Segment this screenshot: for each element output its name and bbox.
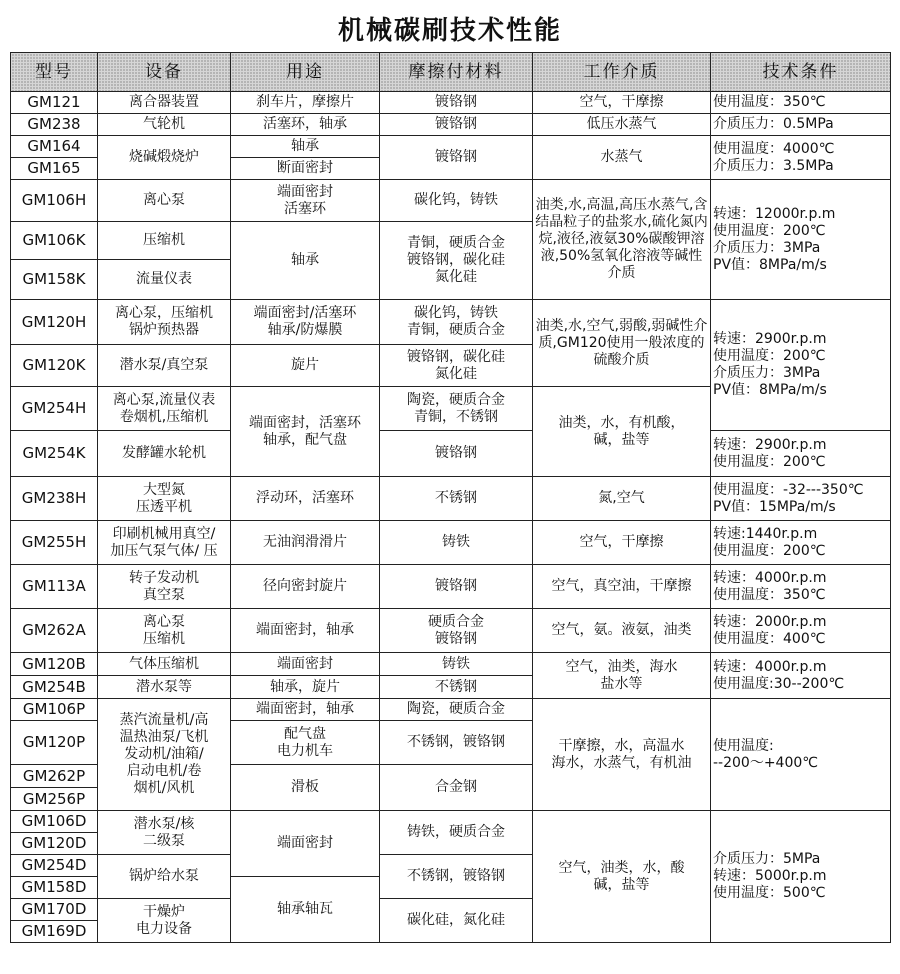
table-cell: 陶瓷，硬质合金 青铜，不锈钢 — [380, 387, 533, 431]
model-cell: GM113A — [11, 565, 98, 609]
table-cell: 轴承，旋片 — [231, 676, 380, 699]
model-cell: GM238 — [11, 114, 98, 136]
table-cell: 转速：12000r.p.m 使用温度：200℃ 介质压力：3MPa PV值：8MPa/m/s — [711, 180, 891, 300]
table-cell: 不锈钢，镀铬钢 — [380, 721, 533, 765]
table-cell: 蒸汽流量机/高 温热油泵/飞机 发动机/油箱/ 启动电机/卷 烟机/风机 — [98, 699, 231, 811]
table-cell: 硬质合金 镀铬钢 — [380, 609, 533, 653]
table-cell: 端面密封，活塞环 轴承，配气盘 — [231, 387, 380, 477]
table-cell: 使用温度：-32---350℃ PV值：15MPa/m/s — [711, 477, 891, 521]
column-header-usage: 用途 — [231, 53, 380, 92]
table-cell: 离心泵,流量仪表 卷烟机,压缩机 — [98, 387, 231, 431]
table-cell: 不锈钢 — [380, 477, 533, 521]
table-cell: 离心泵 压缩机 — [98, 609, 231, 653]
table-row — [11, 431, 891, 477]
table-row — [11, 180, 891, 222]
header-row — [11, 53, 891, 92]
table-cell: 转速：4000r.p.m 使用温度：350℃ — [711, 565, 891, 609]
table-cell: 转速：2900r.p.m 使用温度：200℃ 介质压力：3MPa PV值：8MPa/m/s — [711, 300, 891, 431]
table-cell: 轴承轴瓦 — [231, 877, 380, 943]
table-cell: 镀铬钢，碳化硅 氮化硅 — [380, 345, 533, 387]
table-cell: 铸铁 — [380, 521, 533, 565]
column-header-equipment: 设备 — [98, 53, 231, 92]
table-cell: 使用温度: --200～+400℃ — [711, 699, 891, 811]
table-cell: 油类,水,高温,高压水蒸气,含结晶粒子的盐浆水,硫化氮内烷,液径,液氨30%碳酸钾溶液,50%氢氧化溶液等碱性介质 — [533, 180, 711, 300]
table-cell: 端面密封 活塞环 — [231, 180, 380, 222]
table-row — [11, 136, 891, 158]
model-cell: GM262A — [11, 609, 98, 653]
table-cell: 空气，油类，水，酸 碱，盐等 — [533, 811, 711, 943]
table-cell: 端面密封 — [231, 811, 380, 877]
model-cell: GM120B — [11, 653, 98, 676]
model-cell: GM106K — [11, 222, 98, 260]
model-cell: GM158D — [11, 877, 98, 899]
table-cell: 镀铬钢 — [380, 136, 533, 180]
table-row — [11, 300, 891, 345]
table-cell: 镀铬钢 — [380, 565, 533, 609]
model-cell: GM238H — [11, 477, 98, 521]
table-cell: 无油润滑滑片 — [231, 521, 380, 565]
table-cell: 介质压力：0.5MPa — [711, 114, 891, 136]
table-cell: 转速:1440r.p.m 使用温度：200℃ — [711, 521, 891, 565]
table-row — [11, 653, 891, 676]
table-cell: 锅炉给水泵 — [98, 855, 231, 899]
model-cell: GM254D — [11, 855, 98, 877]
table-cell: 干燥炉 电力设备 — [98, 899, 231, 943]
table-cell: 轴承 — [231, 136, 380, 158]
table-cell: 端面密封，轴承 — [231, 699, 380, 721]
table-cell: 印刷机械用真空/ 加压气泵气体/ 压 — [98, 521, 231, 565]
table-cell: 端面密封 — [231, 653, 380, 676]
table-cell: 压缩机 — [98, 222, 231, 260]
model-cell: GM165 — [11, 158, 98, 180]
table-cell: 空气，干摩擦 — [533, 92, 711, 114]
table-cell: 青铜，硬质合金 镀铬钢，碳化硅 氮化硅 — [380, 222, 533, 300]
table-cell: 镀铬钢 — [380, 431, 533, 477]
model-cell: GM254K — [11, 431, 98, 477]
table-cell: 干摩擦，水，高温水 海水，水蒸气，有机油 — [533, 699, 711, 811]
table-cell: 油类，水，有机酸， 碱，盐等 — [533, 387, 711, 477]
table-cell: 离心泵，压缩机 锅炉预热器 — [98, 300, 231, 345]
model-cell: GM164 — [11, 136, 98, 158]
table-cell: 低压水蒸气 — [533, 114, 711, 136]
column-header-working-medium: 工作介质 — [533, 53, 711, 92]
table-cell: 发酵罐水轮机 — [98, 431, 231, 477]
table-cell: 气体压缩机 — [98, 653, 231, 676]
table-row — [11, 565, 891, 609]
table-cell: 滑板 — [231, 765, 380, 811]
table-cell: 潜水泵/真空泵 — [98, 345, 231, 387]
table-cell: 活塞环，轴承 — [231, 114, 380, 136]
model-cell: GM106H — [11, 180, 98, 222]
table-cell: 使用温度：4000℃ 介质压力：3.5MPa — [711, 136, 891, 180]
table-cell: 氮,空气 — [533, 477, 711, 521]
table-cell: 端面密封，轴承 — [231, 609, 380, 653]
table-cell: 烧碱煅烧炉 — [98, 136, 231, 180]
table-row — [11, 92, 891, 114]
table-cell: 气轮机 — [98, 114, 231, 136]
table-row — [11, 609, 891, 653]
table-cell: 碳化钨，铸铁 — [380, 180, 533, 222]
model-cell: GM158K — [11, 260, 98, 300]
table-cell: 合金钢 — [380, 765, 533, 811]
column-header-technical-conditions: 技术条件 — [711, 53, 891, 92]
model-cell: GM170D — [11, 899, 98, 921]
table-cell: 端面密封/活塞环 轴承/防爆膜 — [231, 300, 380, 345]
table-cell: 空气，氨。液氨，油类 — [533, 609, 711, 653]
table-cell: 碳化钨，铸铁 青铜，硬质合金 — [380, 300, 533, 345]
table-row — [11, 477, 891, 521]
model-cell: GM169D — [11, 921, 98, 943]
table-cell: 大型氮 压透平机 — [98, 477, 231, 521]
table-row — [11, 521, 891, 565]
table-cell: 转速：2000r.p.m 使用温度：400℃ — [711, 609, 891, 653]
page-title: 机械碳刷技术性能 — [337, 16, 562, 46]
model-cell: GM254H — [11, 387, 98, 431]
model-cell: GM255H — [11, 521, 98, 565]
table-cell: 空气，油类，海水 盐水等 — [533, 653, 711, 699]
table-cell: 转速：2900r.p.m 使用温度：200℃ — [711, 431, 891, 477]
column-header-model: 型号 — [11, 53, 98, 92]
table-cell: 离心泵 — [98, 180, 231, 222]
table-row — [11, 699, 891, 721]
table-body — [11, 92, 891, 943]
table-cell: 转速：4000r.p.m 使用温度:30--200℃ — [711, 653, 891, 699]
model-cell: GM121 — [11, 92, 98, 114]
model-cell: GM262P — [11, 765, 98, 788]
table-cell: 镀铬钢 — [380, 92, 533, 114]
table-cell: 潜水泵等 — [98, 676, 231, 699]
table-cell: 油类,水,空气,弱酸,弱碱性介质,GM120使用一般浓度的硫酸介质 — [533, 300, 711, 387]
table-cell: 断面密封 — [231, 158, 380, 180]
model-cell: GM120D — [11, 833, 98, 855]
table-cell: 铸铁，硬质合金 — [380, 811, 533, 855]
table-row — [11, 114, 891, 136]
table-row — [11, 811, 891, 833]
table-cell: 陶瓷，硬质合金 — [380, 699, 533, 721]
column-header-friction-material: 摩擦付材料 — [380, 53, 533, 92]
model-cell: GM120P — [11, 721, 98, 765]
table-cell: 碳化硅，氮化硅 — [380, 899, 533, 943]
table-cell: 配气盘 电力机车 — [231, 721, 380, 765]
spec-table — [10, 52, 891, 943]
table-cell: 不锈钢 — [380, 676, 533, 699]
table-cell: 旋片 — [231, 345, 380, 387]
table-cell: 不锈钢，镀铬钢 — [380, 855, 533, 899]
table-cell: 浮动环，活塞环 — [231, 477, 380, 521]
table-cell: 刹车片，摩擦片 — [231, 92, 380, 114]
table-cell: 转子发动机 真空泵 — [98, 565, 231, 609]
model-cell: GM254B — [11, 676, 98, 699]
model-cell: GM120K — [11, 345, 98, 387]
table-cell: 介质压力：5MPa 转速：5000r.p.m 使用温度：500℃ — [711, 811, 891, 943]
model-cell: GM106P — [11, 699, 98, 721]
table-cell: 径向密封旋片 — [231, 565, 380, 609]
model-cell: GM256P — [11, 788, 98, 811]
table-cell: 离合器装置 — [98, 92, 231, 114]
table-cell: 使用温度：350℃ — [711, 92, 891, 114]
table-cell: 流量仪表 — [98, 260, 231, 300]
table-cell: 空气，真空油，干摩擦 — [533, 565, 711, 609]
table-cell: 轴承 — [231, 222, 380, 300]
model-cell: GM106D — [11, 811, 98, 833]
table-cell: 水蒸气 — [533, 136, 711, 180]
table-cell: 镀铬钢 — [380, 114, 533, 136]
model-cell: GM120H — [11, 300, 98, 345]
table-cell: 潜水泵/核 二级泵 — [98, 811, 231, 855]
table-cell: 空气，干摩擦 — [533, 521, 711, 565]
table-cell: 铸铁 — [380, 653, 533, 676]
